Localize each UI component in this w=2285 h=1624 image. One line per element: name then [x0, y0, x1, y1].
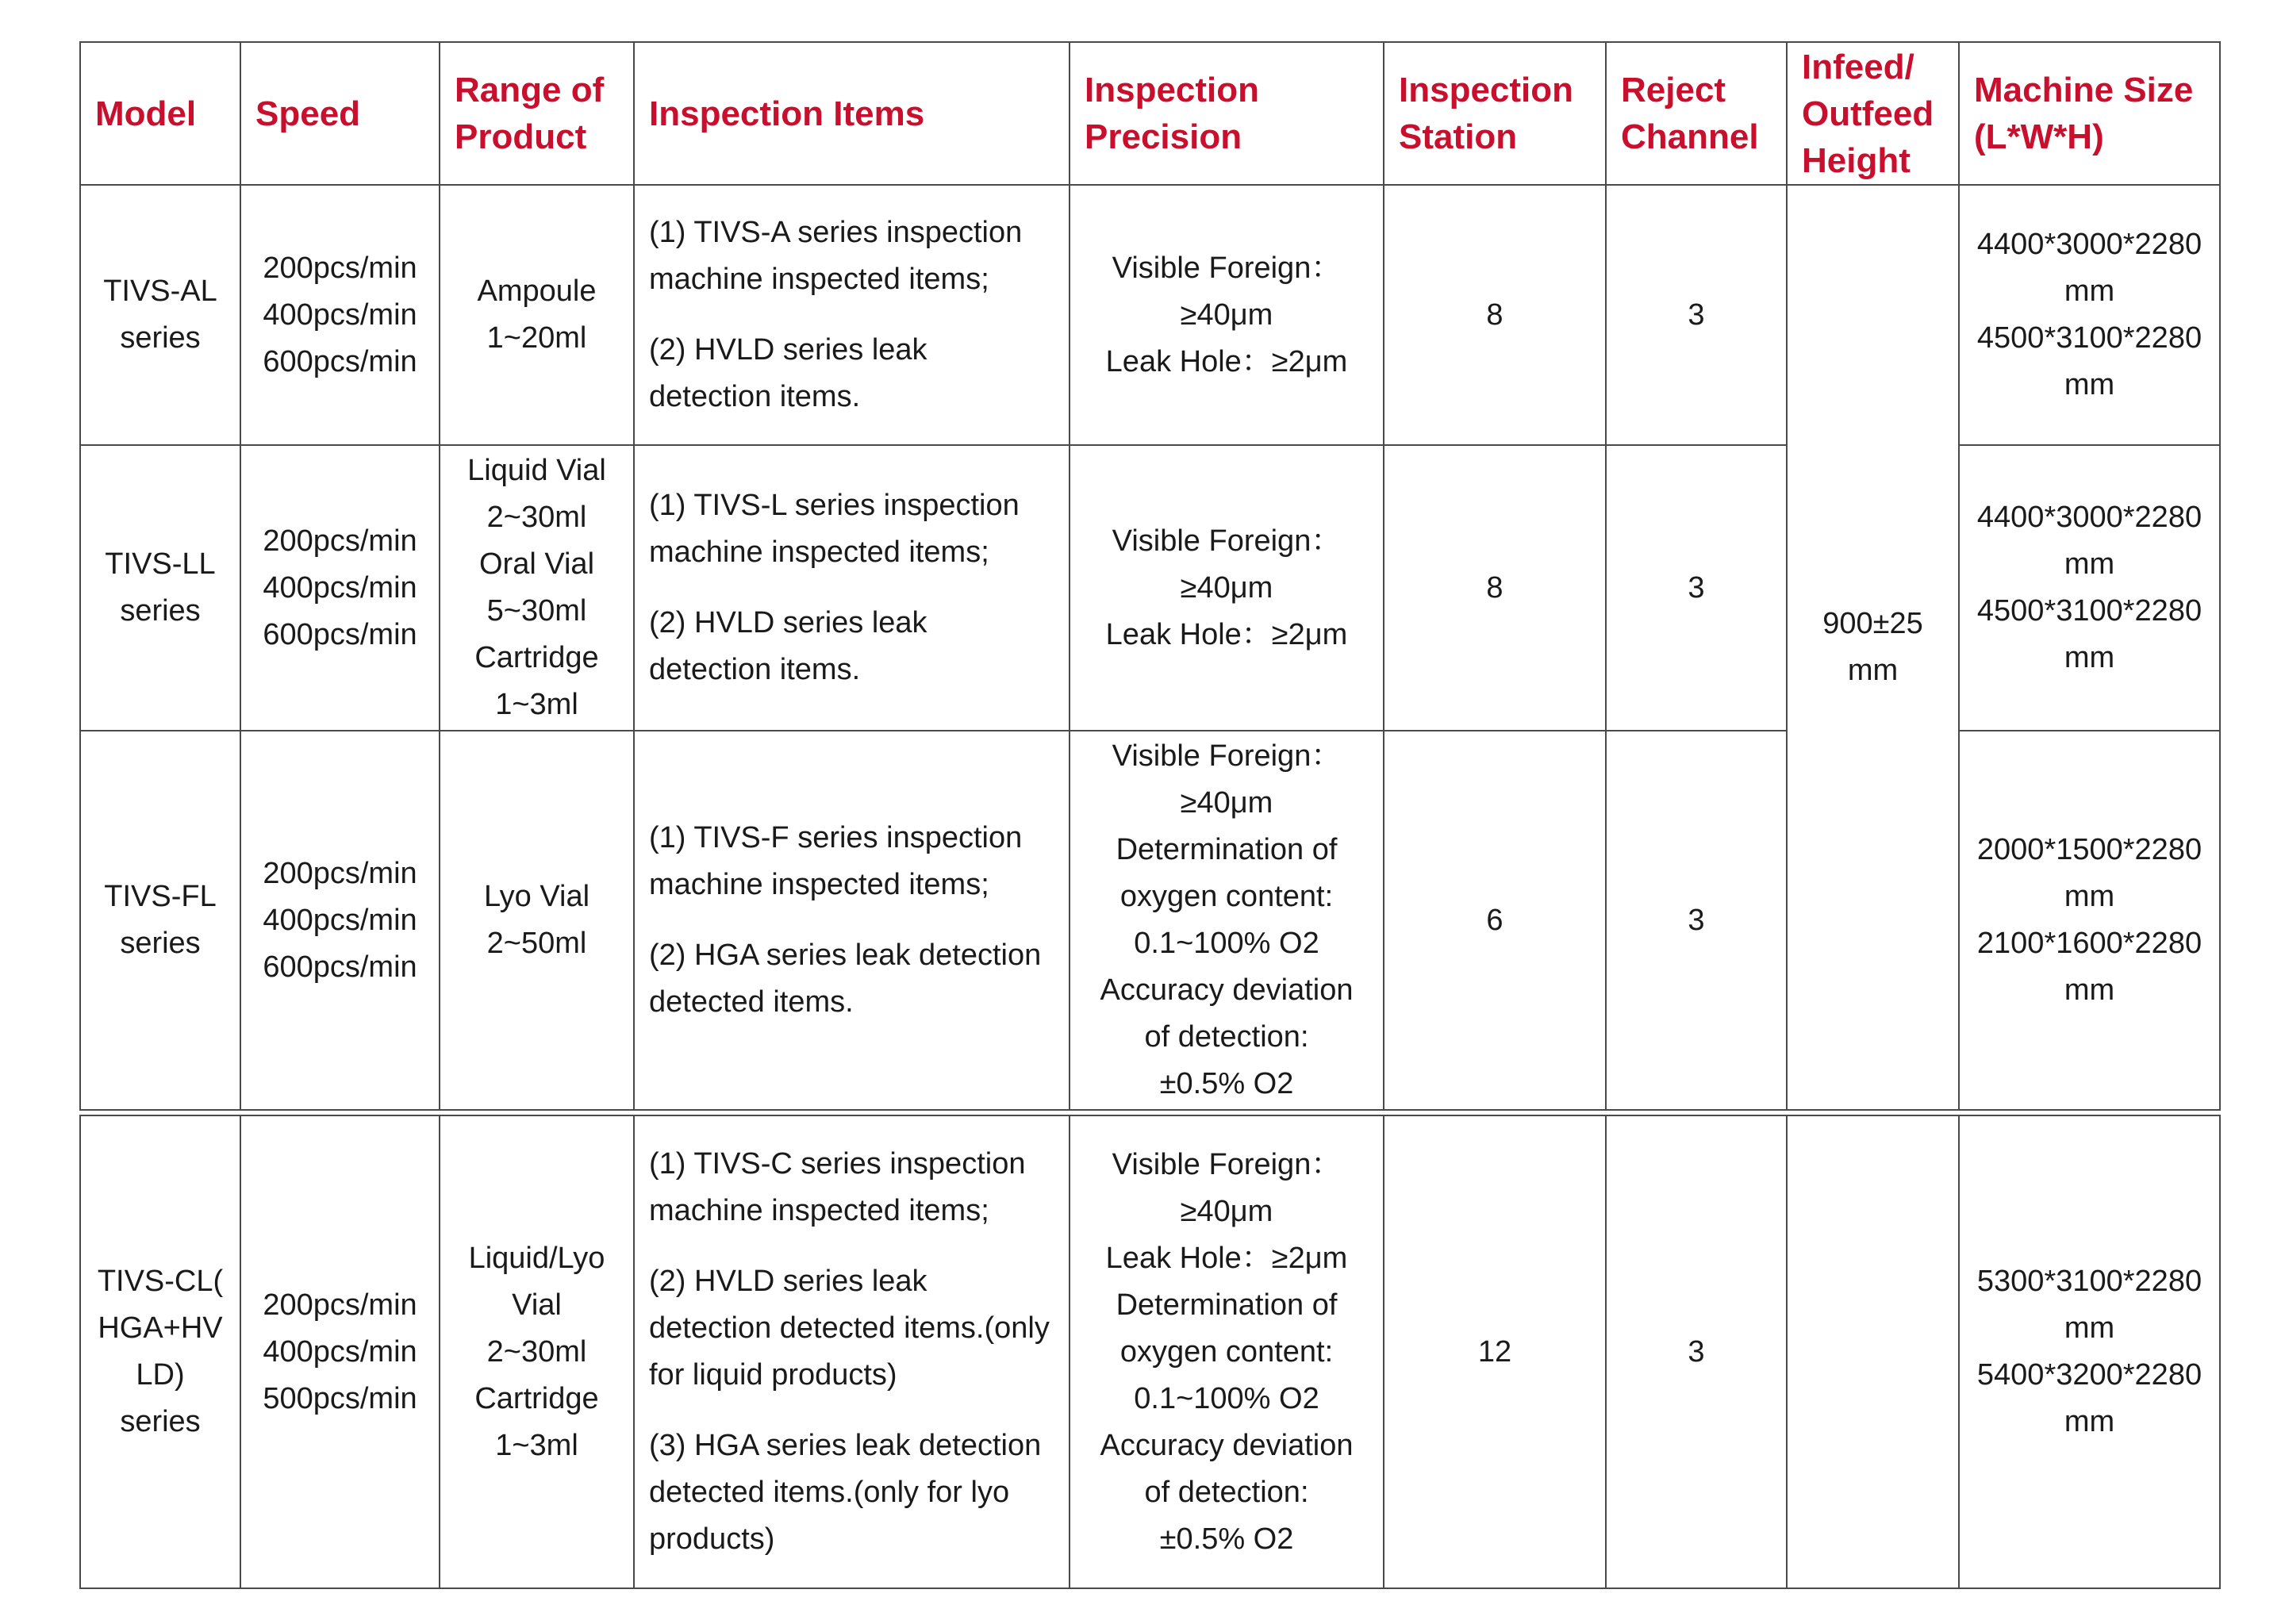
cell-range: Liquid/Lyo Vial 2~30ml Cartridge 1~3ml — [440, 1115, 634, 1588]
cell-reject: 3 — [1606, 185, 1787, 445]
cell-model: TIVS-AL series — [80, 185, 240, 445]
cell-infeed-height — [1787, 1115, 1959, 1588]
cell-size: 5300*3100*2280 mm 5400*3200*2280 mm — [1959, 1115, 2220, 1588]
cell-model: TIVS-LL series — [80, 445, 240, 731]
cell-range: Lyo Vial 2~50ml — [440, 731, 634, 1110]
cell-items: (1) TIVS-C series inspection machine inspected items; (2) HVLD series leak detection detected items.(only for liquid products) (3) HGA series leak detection detected items.(only for lyo products) — [634, 1115, 1070, 1588]
cell-range: Ampoule 1~20ml — [440, 185, 634, 445]
cell-items: (1) TIVS-L series inspection machine inspected items; (2) HVLD series leak detection items. — [634, 445, 1070, 731]
cell-reject: 3 — [1606, 445, 1787, 731]
header-reject: Reject Channel — [1606, 42, 1787, 185]
cell-station: 8 — [1384, 445, 1606, 731]
cell-precision: Visible Foreign： ≥40μm Leak Hole：≥2μm — [1070, 445, 1384, 731]
cell-precision: Visible Foreign： ≥40μm Determination of oxygen content: 0.1~100% O2 Accuracy deviation of detection: ±0.5% O2 — [1070, 731, 1384, 1110]
header-station: Inspection Station — [1384, 42, 1606, 185]
spec-table-cl — [79, 1115, 2221, 1589]
cell-precision: Visible Foreign： ≥40μm Leak Hole：≥2μm — [1070, 185, 1384, 445]
header-range: Range of Product — [440, 42, 634, 185]
cell-reject: 3 — [1606, 731, 1787, 1110]
cell-infeed-height: 900±25 mm — [1787, 185, 1959, 1110]
cell-speed: 200pcs/min 400pcs/min 600pcs/min — [240, 731, 440, 1110]
header-row — [80, 42, 2220, 185]
cell-items: (1) TIVS-F series inspection machine inspected items; (2) HGA series leak detection detected items. — [634, 731, 1070, 1110]
cell-speed: 200pcs/min 400pcs/min 600pcs/min — [240, 445, 440, 731]
cell-range: Liquid Vial 2~30ml Oral Vial 5~30ml Cartridge 1~3ml — [440, 445, 634, 731]
cell-station: 6 — [1384, 731, 1606, 1110]
cell-model: TIVS-CL( HGA+HV LD) series — [80, 1115, 240, 1588]
cell-speed: 200pcs/min 400pcs/min 500pcs/min — [240, 1115, 440, 1588]
cell-size: 2000*1500*2280 mm 2100*1600*2280 mm — [1959, 731, 2220, 1110]
header-speed: Speed — [240, 42, 440, 185]
header-items: Inspection Items — [634, 42, 1070, 185]
cell-reject: 3 — [1606, 1115, 1787, 1588]
cell-items: (1) TIVS-A series inspection machine inspected items; (2) HVLD series leak detection items. — [634, 185, 1070, 445]
header-model: Model — [80, 42, 240, 185]
cell-size: 4400*3000*2280 mm 4500*3100*2280 mm — [1959, 445, 2220, 731]
cell-precision: Visible Foreign： ≥40μm Leak Hole：≥2μm Determination of oxygen content: 0.1~100% O2 Accuracy deviation of detection: ±0.5% O2 — [1070, 1115, 1384, 1588]
cell-speed: 200pcs/min 400pcs/min 600pcs/min — [240, 185, 440, 445]
table-row — [80, 185, 2220, 445]
header-height: Infeed/ Outfeed Height — [1787, 42, 1959, 185]
cell-size: 4400*3000*2280 mm 4500*3100*2280 mm — [1959, 185, 2220, 445]
table-row — [80, 1115, 2220, 1588]
spec-table — [79, 41, 2221, 1111]
header-size: Machine Size (L*W*H) — [1959, 42, 2220, 185]
cell-station: 12 — [1384, 1115, 1606, 1588]
cell-station: 8 — [1384, 185, 1606, 445]
header-precision: Inspection Precision — [1070, 42, 1384, 185]
cell-model: TIVS-FL series — [80, 731, 240, 1110]
